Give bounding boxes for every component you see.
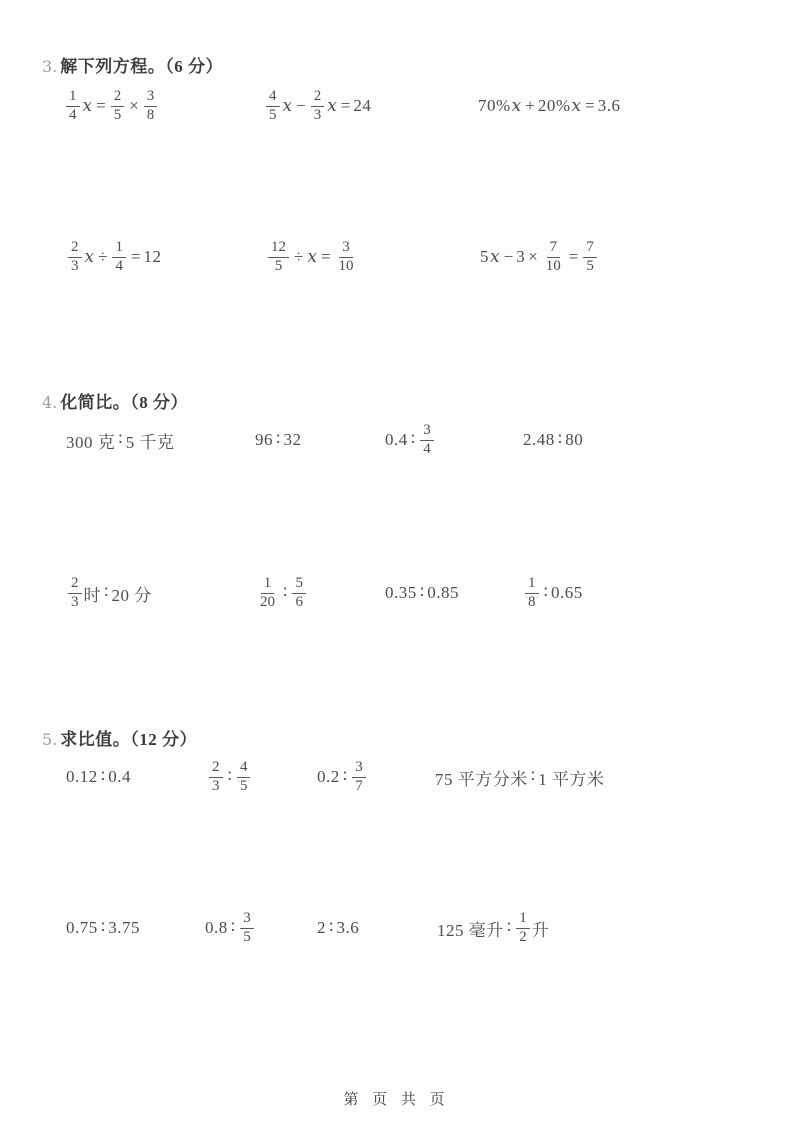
fraction: $\frac{2}{5}$	[111, 88, 125, 124]
fraction: $\frac{2}{3}$	[311, 88, 325, 124]
fraction: $\frac{1}{4}$	[66, 88, 80, 124]
math-expression: 70% x + 20% x = 3.6	[478, 96, 621, 116]
section-number: 4.	[42, 393, 58, 412]
fraction: $\frac{2}{3}$	[209, 759, 223, 795]
page-footer: 第 页 共 页	[343, 1092, 450, 1108]
fraction: $\frac{3}{7}$	[352, 759, 366, 795]
fraction: $\frac{5}{6}$	[292, 575, 306, 611]
fraction: $\frac{1}{8}$	[525, 575, 539, 611]
math-expression: $\frac{12}{5}$ ÷ x = $\frac{3}{10}$	[266, 234, 359, 280]
fraction: $\frac{2}{3}$	[68, 239, 82, 275]
math-expression: $\frac{2}{3}$ x ÷ $\frac{1}{4}$ = 12	[66, 234, 162, 280]
fraction: $\frac{12}{5}$	[268, 239, 289, 275]
section-number: 5.	[42, 730, 58, 749]
fraction: $\frac{3}{10}$	[338, 239, 354, 274]
fraction: $\frac{7}{10}$	[545, 239, 561, 274]
math-expression: 0.12 ∶ 0.4	[66, 767, 131, 786]
section-header-simplify-ratio	[42, 388, 188, 413]
math-expression: 0.4 ∶ $\frac{3}{4}$	[385, 417, 436, 463]
math-expression: 5 x − 3 × $\frac{7}{10}$ = $\frac{7}{5}$	[480, 234, 599, 280]
fraction: $\frac{4}{5}$	[266, 88, 280, 124]
fraction: $\frac{4}{5}$	[237, 759, 251, 795]
fraction: $\frac{1}{4}$	[112, 239, 126, 275]
math-expression: $\frac{1}{20}$ ∶ $\frac{5}{6}$	[255, 570, 308, 616]
math-expression: 0.8 ∶ $\frac{3}{5}$	[205, 905, 256, 951]
fraction: $\frac{3}{5}$	[240, 910, 254, 946]
fraction: $\frac{3}{4}$	[420, 422, 434, 458]
math-expression: 2 ∶ 3.6	[317, 918, 360, 937]
section-header-solve-equations	[42, 52, 223, 77]
section-title: 化简比。（8 分）	[60, 393, 189, 412]
section-title: 解下列方程。（6 分）	[60, 57, 224, 76]
math-expression: 0.2 ∶ $\frac{3}{7}$	[317, 754, 368, 800]
section-number: 3.	[42, 57, 58, 76]
math-expression: 125 毫升 ∶ $\frac{1}{2}$ 升	[437, 910, 550, 945]
fraction: $\frac{1}{2}$	[516, 910, 530, 946]
fraction: $\frac{2}{3}$	[68, 575, 82, 611]
math-expression: 300 克 ∶ 5 千克	[66, 430, 175, 452]
math-expression: 0.75 ∶ 3.75	[66, 918, 140, 937]
math-expression: $\frac{2}{3}$ 时 ∶ 20 分	[66, 570, 152, 616]
math-expression: 75 平方分米 ∶ 1 平方米	[435, 767, 605, 789]
math-expression: $\frac{4}{5}$ x − $\frac{2}{3}$ x = 24	[264, 83, 371, 129]
math-expression: $\frac{1}{4}$ x = $\frac{2}{5}$ × $\frac{3}{8}$	[64, 83, 159, 129]
fraction: $\frac{1}{20}$	[260, 575, 275, 610]
section-title: 求比值。（12 分）	[60, 730, 198, 749]
fraction: $\frac{3}{8}$	[144, 88, 158, 124]
math-expression: $\frac{2}{3}$ ∶ $\frac{4}{5}$	[207, 754, 252, 800]
math-expression: $\frac{1}{8}$ ∶ 0.65	[523, 570, 583, 616]
math-expression: 96 ∶ 32	[255, 430, 302, 449]
math-expression: 0.35 ∶ 0.85	[385, 583, 459, 602]
fraction: $\frac{7}{5}$	[583, 239, 597, 275]
math-expression: 2.48 ∶ 80	[523, 430, 584, 449]
section-header-ratio-value	[42, 725, 197, 750]
